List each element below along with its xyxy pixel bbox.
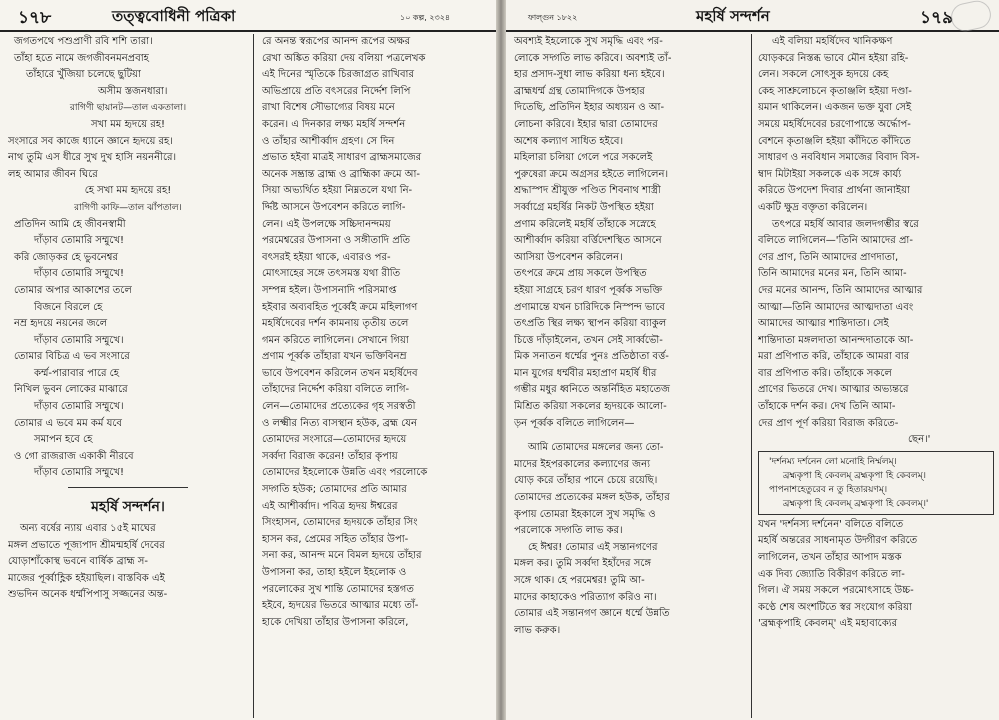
prose-line: বেশনে কৃতাঞ্জলি হইয়া কাঁদিতে কাঁদিতে [758,135,911,147]
raga-label-2: রাগিণী কাফি—তাল ঝাঁপতাল। [74,202,182,213]
prose-line: মাদের ইহপরকালের কল্যাণের জন্য [514,458,650,470]
prose-line: যোড় করে তাঁহার পানে চেয়ে রয়েছি। [514,475,658,487]
prose-line: আশীর্ব্বাদ করিয়া বর্ত্তিদেশস্থিত আসনে [514,235,662,247]
prose-line: তাঁহাদের নির্দ্দেশ করিয়া বলিতে লাগি- [262,384,410,396]
prose-line: সর্ব্বাগ্রে মহর্ষির নিকট উপস্থিত হইয়া [514,201,654,213]
prose-line: সিংহাসন, তোমাদের হৃদয়কে তাঁহার সিং [262,517,418,529]
poem-line: তাঁহারে খুঁজিয়া চলেছে ছুটিয়া [26,69,141,81]
prose-line: একটি ক্ষুদ্র বক্তৃতা করিলেন। [758,201,868,213]
poem-line: সমাপন হবে হে [34,434,93,446]
prose-line: ভাবে উপবেশন করিলেন তখন মহর্ষিদেব [262,367,418,379]
prose-line: প্রণামান্তে যখন চারিদিকে নিস্পন্দ ভাবে [514,301,665,313]
book-gutter [496,0,506,720]
poem-line: দাঁড়াব তোমারি সম্মুখে। [34,401,124,413]
prose-line: ড়ন পূর্ব্বক বলিতে লাগিলেন— [514,417,635,429]
prose-line: তোমাদের সংসারে—তোমাদের হৃদয়ে [262,434,407,446]
prose-line: প্রাণের ভিতরে দেখ। আত্মার অভ্যন্তরে [758,384,909,396]
spacer [514,432,746,440]
prose-line: লোকে সদ্গতি লাভ করিবে। অবশ্যই তাঁ- [514,52,672,64]
prose-line: র্দ্দিষ্ট আসনে উপবেশন করিতে লাগি- [262,201,406,213]
prose-line: কণ্ঠে শেষ অংশটিতে স্বর সংযোগ করিয়া [758,601,912,613]
prose-line: লেন। এই উপলক্ষে সচ্চিদানন্দময় [262,218,391,230]
prose-line: মিশ্রিত করিয়া সকলের হৃদয়কে আলো- [514,401,667,413]
prose-line: ম্বাদ মিটাইয়া সকলকে এক সঙ্গে কার্য্য [758,168,902,180]
prose-line: হইবার অব্যবহিত পূর্ব্বেই ক্রমে মহিলাগণ [262,301,418,313]
prose-line: অশেষ কল্যাণ সাধিত হইবে। [514,135,624,147]
prose-line: করেন। এ দিনকার লক্ষ্য মহর্ষি সন্দর্শন [262,118,406,130]
poem-line: তোমার এ ভবে মম কর্ম যবে [14,417,122,429]
prose-line: মাদের কাহাকেও পরিত্যাগ করিও না। [514,591,657,603]
poem-block-1 [8,34,248,100]
right-issue-info: ফাল্গুন ১৮২২ [528,13,578,22]
prose-line: মরা প্রণিপাত করি, তাঁহাকে আমরা বার [758,351,910,363]
right-page-header [506,0,999,32]
prose-line: যোড়করে নিস্তব্ধ ভাবে মৌন হইয়া রহি- [758,52,909,64]
prose-line: শান্তিদাতা মঙ্গলদাতা আনন্দদাতাকে আ- [758,334,914,346]
prose-line: সর্ব্বদা বিরাজ করেন! তাঁহার কৃপায় [262,450,398,462]
prose-line: হইবে, হৃদয়ের ভিতরে আত্মার মধ্যে তাঁ- [262,600,419,612]
prose-line: মহর্ষিদেবের দর্শন কামনায় তৃতীয় তলে [262,318,409,330]
prose-line: রেখা অঙ্কিত করিয়া দেয় বলিয়া পত্রলেখক [262,52,426,64]
prose-line: পুরুষেরা ক্রমে অগ্রসর হইতে লাগিলেন। [514,168,669,180]
prose-line: ও তাঁহার আশীর্ব্বাদ গ্রহণ। সে দিন [262,135,395,147]
prose-line: দিতেছি, প্রতিদিন ইহার অধ্যয়ন ও আ- [514,102,665,114]
poem-line: নিখিল ভুবন লোকের মাঝারে [14,384,128,396]
prose-line: তাঁহাকে দর্শন কর। দেখ তিনি আমা- [758,401,896,413]
prose-line: করিতে উপদেশ দিবার প্রার্থনা জানাইয়া [758,185,910,197]
prose-line: সনা কর, আনন্দ মনে বিমল হৃদয়ে তাঁহার [262,550,422,562]
raga-label-1: রাগিণী ছায়ানট—তাল একতালা। [69,103,187,114]
poem-line: সংসারে সব কাজে ধ্যানে জ্ঞানে হৃদয়ে রহ। [8,135,173,147]
prose-line: কেহ সাশ্রুলোচনে কৃতাঞ্জলি হইয়া দণ্ডা- [758,85,912,97]
poem-block-3 [8,217,248,483]
prose-line: উপাসনা কর, তাহা হইলে ইহলোক ও [262,567,407,578]
poem-line: দাঁড়াব তোমারি সম্মুখে। [34,334,124,346]
quote-line: ব্রহ্মকৃপা হি কেবলম্ ব্রহ্মকৃপা হি কেবলম্। [783,470,926,481]
poem-line: দাঁড়াব তোমারি সম্মুখে! [34,467,125,479]
prose-line: মোৎসাহের সঙ্গে তৎসমস্ত যথা রীতি [262,268,401,280]
prose-line: মহিলারা চলিয়া গেলে পরে সকলেই [514,152,653,164]
prose-line: লোচনা করিবে। ইহার দ্বারা তোমাদের [514,118,658,130]
prose-line: বলিতে লাগিলেন—'তিনি আমাদের প্রা- [758,235,913,247]
prose-line: হাকে দেখিয়া তাঁহার উপাসনা করিলে, [262,616,409,628]
prose-line: আমি তোমাদের মঙ্গলের জন্য তো- [528,442,664,454]
prose-line: বার প্রণিপাত করি। তাঁহাকে সকলে [758,367,892,379]
prose-line: মিক সনাতন ধর্ম্মের পুনঃ প্রতিষ্ঠাতা বর্ত্ত- [514,351,669,363]
prose-line: গমন করিতে লাগিলেন। সেখানে গিয়া [262,334,409,346]
prose-line: মাজের পূর্ব্বাহ্ণিক হইয়াছিল। বাস্তবিক এই [8,572,165,584]
prose-line: এক দিব্য জ্যোতি বিকীরণ করিতে লা- [758,568,905,580]
poem-line: তাঁহা হতে নামে জগজীবনমনপ্রবাহ [14,52,149,64]
prose-line: সঙ্গে থাক। হে পরমেশ্বর! তুমি আ- [514,575,645,586]
prose-line: সিয়া অভ্যর্থিত হইয়া নিম্নতলে যথা নি- [262,185,413,197]
prose-line: লেন। সকলে সোৎসুক হৃদয়ে কেহ [758,69,889,81]
column-rule [253,34,254,718]
prose-line: গিল। ঐ সময় সকলে পরমোৎসাহে উচ্চ- [758,585,914,597]
prose-line: 'ব্রহ্মকৃপাহি কেবলম্' এই মহাবাক্যের [758,618,898,630]
prose-line: য়মান থাকিলেন। একজন ভক্ত যুবা সেই [758,102,912,114]
poem-line: বিজনে বিরলে হে [34,301,103,313]
poem-block-2 [8,117,248,200]
prose-line: ব্রাহ্মধর্ম্ম গ্রন্থ তোমাদিগকে উপহার [514,85,645,97]
poem-line: লহ আমার জীবন ঘিরে [8,168,98,180]
poem-line: করি জোড়কর হে ভুবনেশ্বর [14,251,118,263]
prose-line: মান যুগের ধর্ম্মবীর মহাপ্রাণ মহর্ষি ধীর [514,367,657,379]
prose-line: তৎপরে ক্রমে প্রায় সকলে উপস্থিত [514,268,647,280]
prose-line: মঙ্গল কর। তুমি সর্ব্বদা ইহাঁদের সঙ্গে [514,558,651,570]
prose-line: লাগিলেন, তখন তাঁহার আপাদ মস্তক [758,552,902,564]
prose-line: আত্মা—তিনি আমাদের আত্মদাতা এবং [758,301,914,313]
poem-line: তোমার অপার আকাশের তলে [14,284,132,296]
prose-line: রাখা বিশেষ সৌভাগ্যের বিষয় মনে [262,102,395,114]
right-column-2 [758,34,994,718]
running-title: মহর্ষি সন্দর্শন [696,7,770,25]
right-page-number: ১৭৯ [920,8,954,28]
prose-line: শ্রদ্ধাস্পদ শ্রীযুক্ত পণ্ডিত শিবনাথ শাস্ত্রী [514,185,661,197]
prose-line: এই আশীর্ব্বাদ। পবিত্র হৃদয় ঈশ্বরের [262,500,398,512]
quote-line: 'দর্শনম্য দর্শনেন লো মনোহি নির্ম্মলম্। [769,456,897,467]
prose-line: অনেক সম্ভ্রান্ত ব্রাহ্ম ও ব্রাহ্মিকা ক্রমে আ- [262,168,421,180]
prose-line: পরমেশ্বরের উপাসনা ও সঙ্গীতাদি প্রতি [262,235,411,247]
prose-line: বৎসরই হইয়া থাকে, এবারও পর- [262,251,391,263]
prose-line: আমাদের আত্মার শান্তিদাতা। সেই [758,318,889,330]
left-page [0,0,496,720]
prose-line: প্রণাম পূর্ব্বক তাঁহারা যখন ভক্তিবিনম্র [262,351,407,363]
poem-line: হে সখা মম হৃদয়ে রহ! [84,185,172,197]
poem-line: জগতপথে পশুপ্রাণী রবি শশি তারা। [14,36,153,47]
prose-line: ছেন।' [908,434,931,446]
poem-line: কর্ম্ম-পারাবার পারে হে [34,367,119,379]
prose-line: মঙ্গল প্রভাতে পূজ্যপাদ শ্রীমন্মহর্ষি দেবের [8,539,165,551]
poem-line: তোমার বিচিত্র এ ভব সংসারে [14,351,130,363]
prose-line: দের প্রাণ পূর্ণ করিয়া বিরাজ করিতে- [758,417,899,429]
prose-line: প্রভাত হইবা মাত্রই সাধারণ ব্রাহ্মসমাজের [262,152,422,164]
right-column-1 [514,34,746,718]
column-rule [751,34,752,718]
prose-line: তোমাদের প্রত্যেকের মঙ্গল হউক, তাঁহার [514,492,670,504]
prose-line: অবশ্যই ইহলোকে সুখ সমৃদ্ধি এবং পর- [514,36,663,47]
left-column-1 [8,34,248,718]
prose-line: হার প্রসাদ-সুধা লাভ করিয়া ধন্য হইবে। [514,69,665,81]
sanskrit-quote-block [758,451,994,515]
prose-line: কৃপায় তোমরা ইহকালে সুখ সমৃদ্ধি ও [514,508,656,520]
poem-line: অসীম স্তজনধারা। [98,85,168,97]
prose-line: লেন—তোমাদের প্রত্যেকের গৃহ সরস্বতী [262,401,416,413]
poem-line: দাঁড়াব তোমারি সম্মুখে! [34,268,125,280]
poem-line: সখা মম হৃদয়ে রহ! [90,118,166,130]
prose-line: হইয়া সাগ্রহে চরণ ধারণ পূর্ব্বক সভক্তি [514,284,663,296]
quote-line: পাপনাশহেতুরেব ন তু হিতারয়ণম্। [769,484,888,495]
prose-line: হাসন কর, প্রেমের সহিত তাঁহার উপা- [262,533,409,545]
poem-line: ও গো রাজরাজ একাকী নীরবে [14,450,134,462]
section-divider [68,487,188,488]
prose-line: এই বলিয়া মহর্ষিদেব খানিকক্ষণ [772,36,893,47]
prose-line: সম্পন্ন হইল। উপাসনাদি পরিসমাপ্ত [262,284,397,296]
prose-line: প্রণাম করিলেই মহর্ষি তাঁহাকে সস্নেহে [514,218,656,230]
left-issue-info: ১০ কল্প, ২৩২৪ [400,13,451,22]
prose-line: দের মনের আনন্দ, তিনি আমাদের আত্মার [758,284,923,296]
prose-line: সদ্গতি হউক; তোমাদের প্রতি আমার [262,484,407,496]
prose-line: যোড়াশাঁকোস্থ ভবনে বার্ষিক ব্রাহ্ম স- [8,556,149,568]
prose-line: মহর্ষি অন্তরের সাধনামৃত উদ্গীরণ করিতে [758,535,918,547]
prose-line: সাধারণ ও নববিধান সমাজের বিবাদ বিস- [758,152,920,164]
section-heading: মহর্ষি সন্দর্শন। [91,499,165,516]
prose-line: তোমাদের ইহলোকে উন্নতি এবং পরলোকে [262,467,428,479]
prose-line: তোমার এই সন্তানগণ জ্ঞানে ধর্ম্মে উন্নতি [514,608,670,620]
prose-line: অভিপ্রায়ে প্রতি বৎসরের নির্দ্দেশ লিপি [262,85,411,97]
prose-line: রে অনন্ত স্বরূপের আনন্দ রূপের অক্ষর [262,36,411,47]
poem-line: নম্র হৃদয়ে নয়নের জলে [14,318,108,330]
prose-line: ও লক্ষ্মীর নিত্য বাসস্থান হউক, ব্রহ্ম যেন [262,417,417,429]
quote-line: ব্রহ্মকৃপা হি কেবলম্ ব্রহ্মকৃপা হি কেবলম্।' [783,498,929,509]
prose-line: তৎপ্রতি স্থির লক্ষ্য স্থাপন করিয়া ব্যাকুল [514,318,667,330]
prose-line: চিত্তে দাঁড়াইলেন, তখন সেই সার্ব্বভৌ- [514,334,663,346]
article-opening [8,521,248,604]
prose-line: হে ঈশ্বর! তোমার এই সন্তানগণের [528,541,658,553]
prose-line: লাভ করুক। [514,624,561,636]
prose-line: ণের প্রাণ, তিনি আমাদের প্রাণদাতা, [758,251,899,263]
prose-line: আসিয়া উপবেশন করিলেন। [514,251,623,263]
left-page-number: ১৭৮ [18,8,52,28]
poem-line: নাথ তুমি এস ধীরে সুখ দুখ হাসি নয়ননীরে। [8,152,177,164]
prose-line: গম্ভীর মধুর ধ্বনিতে অন্তর্নিহিত মহাতেজ [514,384,670,396]
journal-title: তত্ত্ববোধিনী পত্রিকা [112,7,236,25]
prose-line: পরলোকে সদ্গতি লাভ কর। [514,525,623,537]
prose-line: তিনি আমাদের মনের মন, তিনি আমা- [758,268,907,280]
prose-line: শুভদিন অনেক ধর্ম্মপিপাসু সজ্জনের অন্ত- [8,589,168,601]
left-page-header [0,0,496,32]
right-page [506,0,999,720]
prose-line: পরলোকের সুখ শান্তি তোমাদের হস্তগত [262,583,414,595]
prose-line: এই দিনের স্মৃতিকে চিরজাগ্রত রাখিবার [262,69,414,81]
prose-line: তৎপরে মহর্ষি আবার জলদগম্ভীর স্বরে [772,218,919,230]
prose-line: সময়ে মহর্ষিদেবের চরণোপান্তে অর্দ্ধোপ- [758,118,911,130]
poem-line: দাঁড়াব তোমারি সম্মুখে! [34,235,125,247]
prose-line: যখন 'দর্শনস্য দর্শনেন' বলিতে বলিতে [758,518,904,530]
poem-line: প্রতিদিন আমি হে জীবনস্বামী [14,218,126,230]
left-column-2 [262,34,492,718]
prose-line: অন্য বর্ষের ন্যায় এবার ১৫ই মাঘের [20,523,156,535]
